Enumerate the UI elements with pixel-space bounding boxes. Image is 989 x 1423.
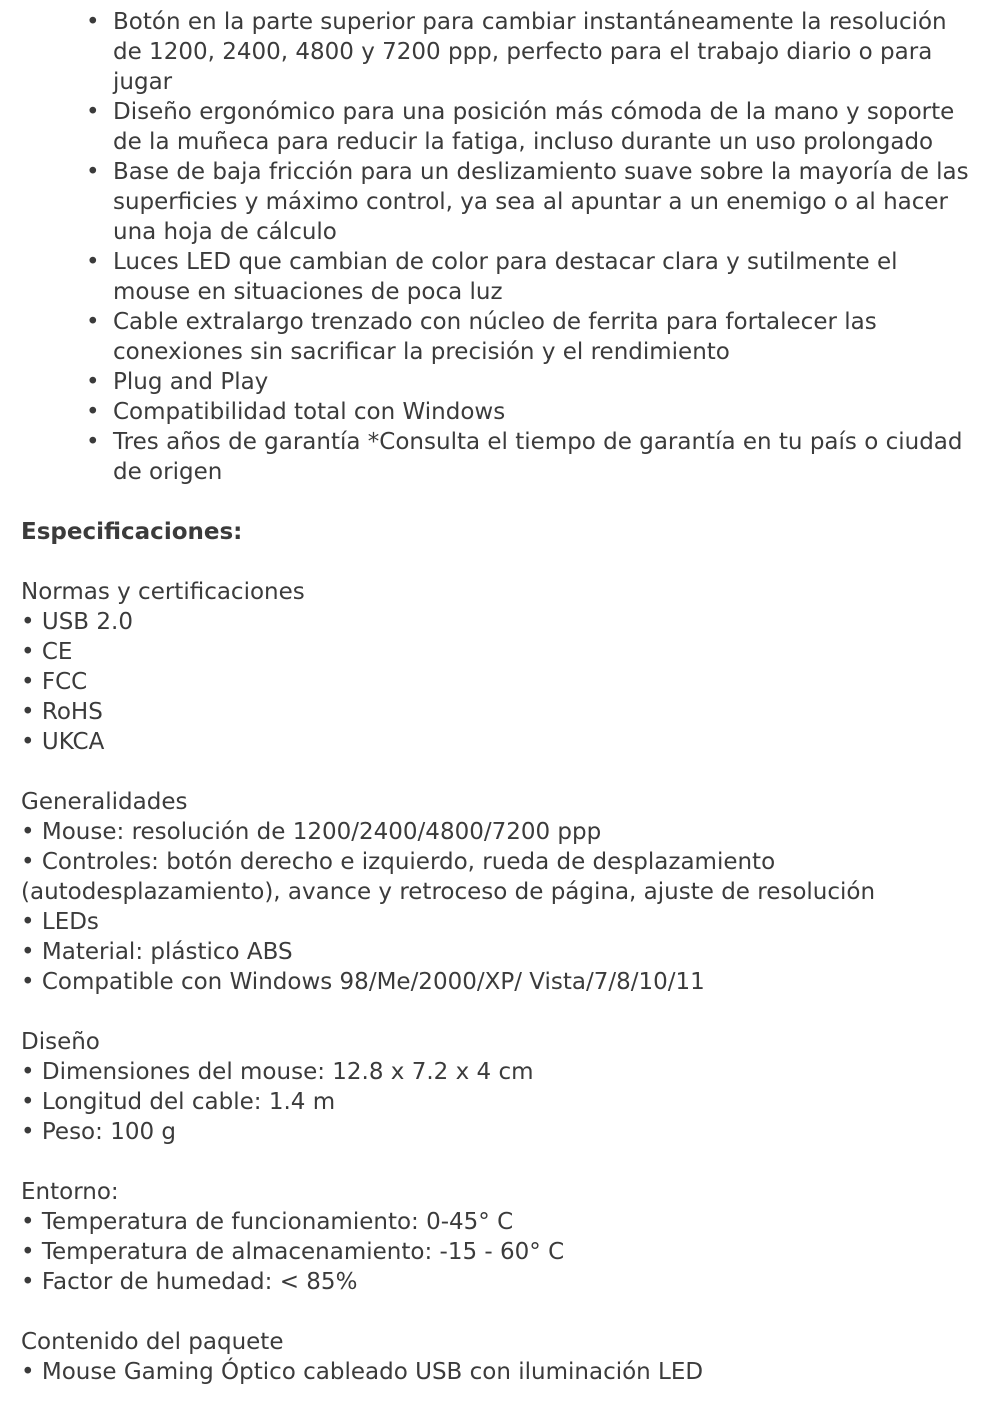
- feature-item: [0, 367, 989, 397]
- feature-item: [0, 157, 989, 247]
- feature-item: [0, 427, 989, 487]
- feature-item: [0, 7, 989, 97]
- spec-section-title: Generalidades: [21, 789, 188, 815]
- feature-text: Plug and Play: [113, 369, 269, 395]
- spec-item: • USB 2.0: [21, 609, 133, 635]
- bullet-icon: •: [86, 159, 100, 185]
- feature-item: [0, 97, 989, 157]
- spec-section-title: Entorno:: [21, 1179, 119, 1205]
- spec-section-title: Contenido del paquete: [21, 1329, 284, 1355]
- spec-item: • LEDs: [21, 909, 99, 935]
- bullet-icon: •: [86, 9, 100, 35]
- bullet-icon: •: [86, 369, 100, 395]
- spec-section-package: [21, 1327, 989, 1387]
- feature-text: Botón en la parte superior para cambiar instantáneamente la resolución de 1200, 2400, 4800 y 7200 ppp, perfecto para el trabajo diario o para jugar: [113, 9, 947, 95]
- spec-item: • Mouse: resolución de 1200/2400/4800/7200 ppp: [21, 819, 602, 845]
- feature-text: Cable extralargo trenzado con núcleo de ferrita para fortalecer las conexiones sin sacrificar la precisión y el rendimiento: [113, 309, 877, 365]
- bullet-icon: •: [86, 249, 100, 275]
- spec-item: • RoHS: [21, 699, 103, 725]
- spec-section-title: Normas y certificaciones: [21, 579, 305, 605]
- spec-item: • Dimensiones del mouse: 12.8 x 7.2 x 4 cm: [21, 1059, 534, 1085]
- spec-item: • Temperatura de funcionamiento: 0-45° C: [21, 1209, 514, 1235]
- feature-item: [0, 247, 989, 307]
- spec-section-standards: [21, 577, 989, 757]
- bullet-icon: •: [86, 429, 100, 455]
- bullet-icon: •: [86, 99, 100, 125]
- spec-section-environment: [21, 1177, 989, 1297]
- spec-item: • UKCA: [21, 729, 105, 755]
- spec-item: • Mouse Gaming Óptico cableado USB con iluminación LED: [21, 1359, 704, 1385]
- feature-text: Diseño ergonómico para una posición más cómoda de la mano y soporte de la muñeca para reducir la fatiga, incluso durante un uso prolongado: [113, 99, 955, 155]
- spec-section-title: Diseño: [21, 1029, 100, 1055]
- feature-item: [0, 307, 989, 367]
- spec-item: • Material: plástico ABS: [21, 939, 293, 965]
- spec-item: • Temperatura de almacenamiento: -15 - 60° C: [21, 1239, 565, 1265]
- bullet-icon: •: [86, 399, 100, 425]
- feature-text: Base de baja fricción para un deslizamiento suave sobre la mayoría de las superficies y máximo control, ya sea al apuntar a un enemigo o al hacer una hoja de cálculo: [113, 159, 969, 245]
- spec-item: • Peso: 100 g: [21, 1119, 177, 1145]
- spec-item: • Factor de humedad: < 85%: [21, 1269, 358, 1295]
- feature-text: Luces LED que cambian de color para destacar clara y sutilmente el mouse en situaciones de poca luz: [113, 249, 898, 305]
- feature-text: Compatibilidad total con Windows: [113, 399, 506, 425]
- spec-item: • Longitud del cable: 1.4 m: [21, 1089, 336, 1115]
- feature-text: Tres años de garantía *Consulta el tiempo de garantía en tu país o ciudad de origen: [113, 429, 963, 485]
- spec-section-design: [21, 1027, 989, 1147]
- feature-item: [0, 397, 989, 427]
- specs-heading: Especificaciones:: [21, 519, 243, 545]
- spec-item: • Compatible con Windows 98/Me/2000/XP/ Vista/7/8/10/11: [21, 969, 705, 995]
- spec-item: • Controles: botón derecho e izquierdo, rueda de desplazamiento (autodesplazamiento), avance y retroceso de página, ajuste de resolución: [21, 849, 876, 905]
- bullet-icon: •: [86, 309, 100, 335]
- spec-item: • CE: [21, 639, 73, 665]
- spec-section-general: [21, 787, 989, 997]
- spec-item: • FCC: [21, 669, 88, 695]
- feature-list: [0, 0, 989, 487]
